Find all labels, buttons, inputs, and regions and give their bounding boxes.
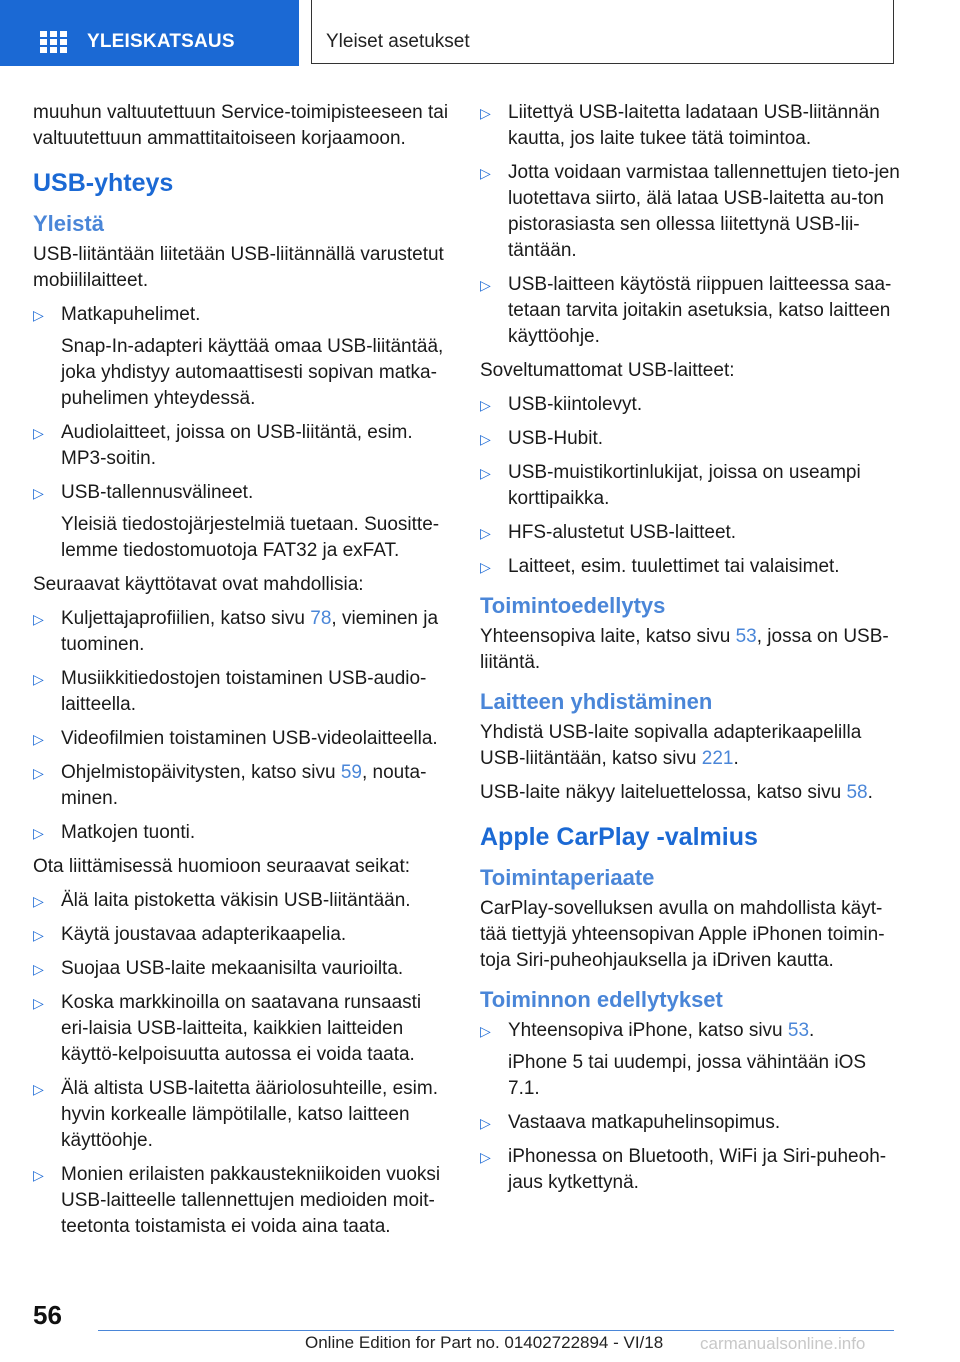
intro-text: muuhun valtuutettuun Service-toimipisteeseen tai valtuutettuun ammattitaitoiseen korjaamoon. — [33, 102, 449, 149]
list-item: ▷ Älä altista USB-laitetta ääriolosuhteille, esim. hyvin korkealle lämpötilalle, katso laitteen käyttöohje. — [33, 1076, 453, 1154]
list-item: ▷ USB-kiintolevyt. — [480, 392, 900, 418]
paragraph: Soveltumattomat USB-laitteet: — [480, 360, 735, 381]
paragraph: USB-laite näkyy laiteluettelossa, katso sivu 58. — [480, 782, 873, 803]
paragraph: Seuraavat käyttötavat ovat mahdollisia: — [33, 574, 364, 595]
page-link[interactable]: 59 — [340, 762, 362, 783]
heading-carplay: Apple CarPlay -valmius — [480, 823, 758, 851]
list-item: ▷ Laitteet, esim. tuulettimet tai valaisimet. — [480, 554, 900, 580]
list-requirements — [480, 1018, 900, 1196]
heading-yhdistaminen: Laitteen yhdistäminen — [480, 689, 713, 714]
list-item: ▷ Liitettyä USB-laitetta ladataan USB-liitännän kautta, jos laite tukee tätä toimintoa. — [480, 100, 900, 152]
list-item: ▷ Jotta voidaan varmistaa tallennettujen tieto‐jen luotettava siirto, älä lataa USB-laitetta au‐ton pistorasiasta sen ollessa liitettynä USB-lii‐täntään. — [480, 160, 900, 264]
left-column — [33, 100, 453, 1248]
list-item: ▷ Vastaava matkapuhelinsopimus. — [480, 1110, 900, 1136]
list-item: ▷ USB-laitteen käytöstä riippuen laitteessa saa‐tetaan tarvita joitakin asetuksia, katso laitteen käyttöohje. — [480, 272, 900, 350]
right-column — [480, 100, 900, 1204]
heading-usb: USB-yhteys — [33, 169, 174, 197]
subsection-tab[interactable] — [311, 0, 894, 64]
page-link[interactable]: 58 — [846, 782, 868, 803]
list-item: ▷ Monien erilaisten pakkaustekniikoiden vuoksi USB-laitteelle tallennettujen medioiden moit‐teetonta toistamista ei voida aina taata. — [33, 1162, 453, 1240]
page-link[interactable]: 53 — [787, 1020, 810, 1041]
heading-edellytykset: Toiminnon edellytykset — [480, 987, 723, 1012]
paragraph: CarPlay-sovelluksen avulla on mahdollista käyt‐tää tiettyjä yhteensopivan Apple iPhonen toimin‐toja Siri-puheohjauksella ja iDriven kautta. — [480, 898, 885, 971]
heading-toimintaperiaate: Toimintaperiaate — [480, 865, 655, 890]
list-item: ▷ USB-muistikortinlukijat, joissa on useampi korttipaikka. — [480, 460, 900, 512]
list-item: ▷ Matkojen tuonti. — [33, 820, 453, 846]
page-link[interactable]: 78 — [310, 608, 332, 629]
paragraph: Yhteensopiva laite, katso sivu 53, jossa on USB-liitäntä. — [480, 626, 889, 673]
list-charging — [480, 100, 900, 350]
list-item: ▷ Videofilmien toistaminen USB-videolaitteella. — [33, 726, 453, 752]
list-item: ▷ Suojaa USB-laite mekaanisilta vaurioilta. — [33, 956, 453, 982]
page-number: 56 — [33, 1300, 62, 1330]
list-item: ▷ Audiolaitteet, joissa on USB-liitäntä, esim. MP3-soitin. — [33, 420, 453, 472]
list-item: ▷ Ohjelmistopäivitysten, katso sivu 59, nouta‐minen. — [33, 760, 453, 812]
list-item: ▷ USB-Hubit. — [480, 426, 900, 452]
paragraph: Ota liittämisessä huomioon seuraavat seikat: — [33, 856, 411, 877]
page-link[interactable]: 221 — [701, 748, 734, 769]
list-item: ▷ Kuljettajaprofiilien, katso sivu 78, vieminen ja tuominen. — [33, 606, 453, 658]
list-item: ▷ HFS-alustetut USB-laitteet. — [480, 520, 900, 546]
list-devices — [33, 302, 453, 564]
list-item: ▷ iPhonessa on Bluetooth, WiFi ja Siri-puheoh‐jaus kytkettynä. — [480, 1144, 900, 1196]
page-header — [0, 0, 960, 66]
list-item: ▷ Musiikkitiedostojen toistaminen USB-audio‐laitteella. — [33, 666, 453, 718]
paragraph: USB-liitäntään liitetään USB-liitännällä varustetut mobiililaitteet. — [33, 244, 444, 291]
list-unsuitable — [480, 392, 900, 580]
edition-text: Online Edition for Part no. 01402722894 - VI/18 — [305, 1333, 664, 1352]
grid-icon — [40, 31, 68, 53]
subsection-label: Yleiset asetukset — [326, 31, 470, 52]
heading-toimintoedellytys: Toimintoedellytys — [480, 593, 666, 618]
list-item: ▷ Matkapuhelimet. Snap-In-adapteri käyttää omaa USB-liitäntää, joka yhdistyy automaattisesti sopivan matka‐puhelimen yhteydessä. — [33, 302, 453, 412]
section-tab[interactable] — [0, 0, 299, 66]
list-notes — [33, 888, 453, 1240]
list-uses — [33, 606, 453, 846]
section-label: YLEISKATSAUS — [87, 31, 235, 52]
list-item: ▷ Käytä joustavaa adapterikaapelia. — [33, 922, 453, 948]
list-item: ▷ Koska markkinoilla on saatavana runsaasti eri‐laisia USB-laitteita, kaikkien laitteiden käyttö‐kelpoisuutta autossa ei voida taata. — [33, 990, 453, 1068]
list-item: ▷ Älä laita pistoketta väkisin USB-liitäntään. — [33, 888, 453, 914]
list-item: ▷ USB-tallennusvälineet. Yleisiä tiedostojärjestelmiä tuetaan. Suositte‐lemme tiedostomuotoja FAT32 ja exFAT. — [33, 480, 453, 564]
list-item: ▷ Yhteensopiva iPhone, katso sivu 53. iPhone 5 tai uudempi, jossa vähintään iOS 7.1. — [480, 1018, 900, 1102]
heading-yleista: Yleistä — [33, 211, 104, 236]
page-link[interactable]: 53 — [735, 626, 757, 647]
watermark: carmanualsonline.info — [700, 1334, 866, 1353]
footer-divider — [98, 1330, 894, 1331]
paragraph: Yhdistä USB-laite sopivalla adapterikaapelilla USB-liitäntään, katso sivu 221. — [480, 722, 862, 769]
